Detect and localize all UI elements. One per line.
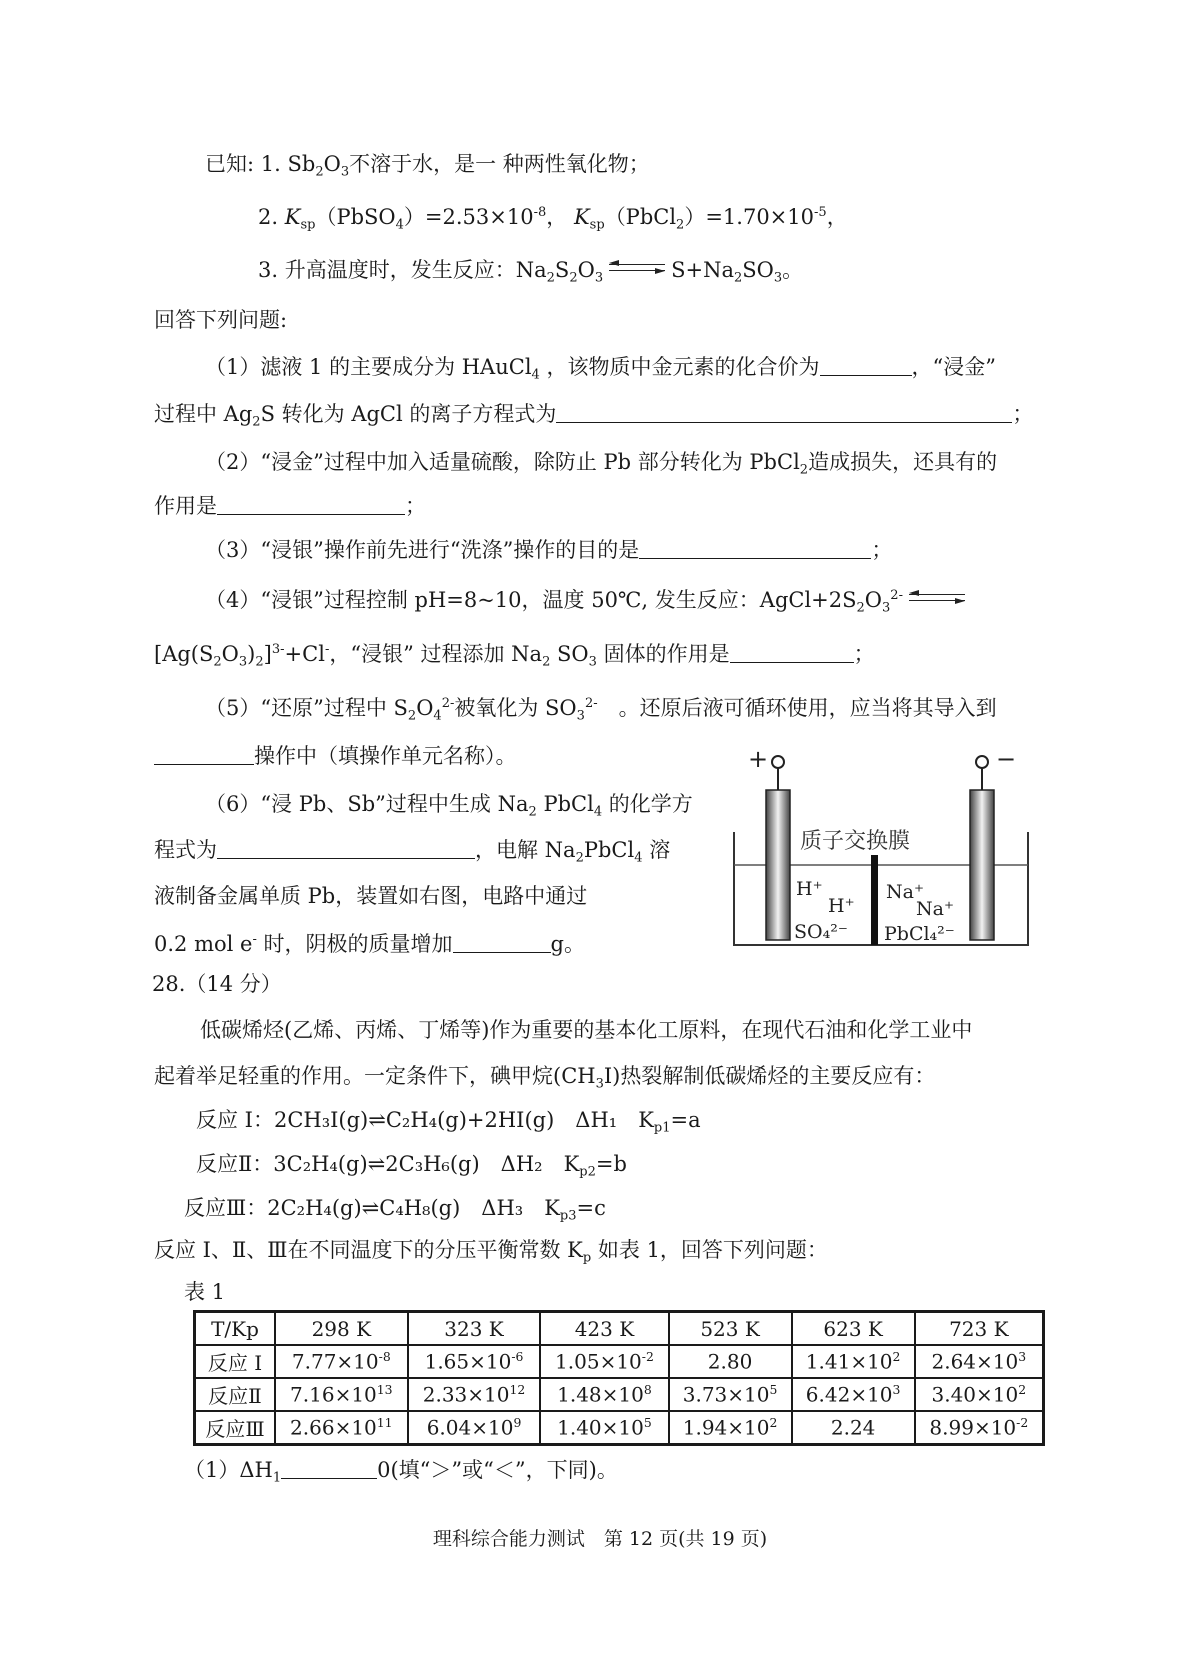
membrane-label: 质子交换膜 [800,829,911,854]
table-cell: $1.48\times 10^8$ [540,1378,668,1411]
page-footer: 理科综合能力测试 第 12 页(共 19 页) [432,1528,768,1550]
table-cell: $1.94\times 10^2$ [669,1411,792,1445]
q1-line1: （1）滤液 1 的主要成分为 HAuCl$_4$ ，该物质中金元素的化合价为 ，“浸金” [205,355,996,383]
reaction-1: 反应 I：2CH₃I(g)⇌C₂H₄(g)+2HI(g) ΔH₁ $K_{p1}=a$ [196,1108,701,1136]
kp-table [193,1310,1045,1446]
table-cell: $7.77\times 10^{-8}$ [275,1345,408,1378]
table-cell: 2.80 [669,1345,792,1378]
q6-line3: 液制备金属单质 Pb，装置如右图，电路中通过 [154,884,588,908]
row-label: 反应 I [195,1345,275,1378]
ion-h-plus-2: H⁺ [828,895,855,917]
known-item-2: 2. $K_{sp}(PbSO_4)=2.53\times 10^{-8}$， $K_{sp}(PbCl_2)=1.70\times 10^{-5}$， [258,205,848,233]
q4-line1: （4）“浸银”过程控制 pH=8~10，温度 50℃, 发生反应：$AgCl+2S_2O_3^{2-}$ [205,588,971,616]
ion-h-plus-1: H⁺ [796,878,823,900]
row-label: 反应Ⅲ [195,1411,275,1445]
electrolysis-cell-diagram [730,750,1050,955]
answer-blank[interactable] [217,857,475,859]
q6-line1: （6）“浸 Pb、Sb”过程中生成 $Na_2$ PbCl$_4$ 的化学方 [205,792,693,820]
q2-line2: 作用是 ； [154,494,426,518]
table-cell: $7.16\times 10^{13}$ [275,1378,408,1411]
known-item-3: 3. 升高温度时，发生反应：$Na_2S_2O_3$ $S+Na_2SO_3$。 [258,258,804,286]
reaction-3: 反应Ⅲ：2C₂H₄(g)⇌C₄H₈(g) ΔH₃ $K_{p3}=c$ [184,1196,606,1224]
anode-electrode [766,790,790,940]
table-cell: $2.66\times 10^{11}$ [275,1411,408,1445]
table-header-cell: T/Kp [195,1312,275,1346]
anode-terminal [772,756,784,768]
row-label: 反应Ⅱ [195,1378,275,1411]
table-header-cell: 623 K [792,1312,915,1346]
ion-pbcl4: PbCl₄²⁻ [884,923,955,945]
q28-paragraph-line2: 起着举足轻重的作用。一定条件下，碘甲烷$(CH_3I)$热裂解制低碳烯烃的主要反应有： [154,1064,936,1092]
q6-line4: 0.2 mol e- 时，阴极的质量增加 g。 [154,932,585,956]
answer-blank[interactable] [281,1477,377,1479]
answer-blank[interactable] [820,374,912,376]
table-cell: $2.64\times 10^3$ [915,1345,1044,1378]
ion-na-plus-1: Na⁺ [886,881,924,903]
cathode-terminal [976,756,988,768]
answer-blank[interactable] [639,557,871,559]
answer-blank[interactable] [556,421,1012,423]
answer-blank[interactable] [154,763,254,765]
table-cell: $1.05\times 10^{-2}$ [540,1345,668,1378]
answer-blank[interactable] [453,951,551,953]
ion-sulfate: SO₄²⁻ [794,921,848,943]
known-item-1: 已知: 1. $Sb_2O_3$不溶于水，是一 种两性氧化物； [205,152,650,180]
equilibrium-arrow-icon [909,592,965,604]
table-cell: $1.40\times 10^5$ [540,1411,668,1445]
table-row [195,1411,1044,1445]
table-caption: 表 1 [184,1280,226,1304]
reaction-2: 反应Ⅱ：3C₂H₄(g)⇌2C₃H₆(g) ΔH₂ $K_{p2}=b$ [196,1152,627,1180]
table-cell: $1.41\times 10^2$ [792,1345,915,1378]
q2-line1: （2）“浸金”过程中加入适量硫酸，除防止 Pb 部分转化为 PbCl$_2$造成损失，还具有的 [205,450,998,478]
equilibrium-arrow-icon [609,262,665,274]
q4-line2: $[Ag(S_2O_3)_2]^{3-}+Cl^-$，“浸银” 过程添加 $Na_2$ $SO_3$ 固体的作用是 ； [154,642,875,670]
table-cell: $6.04\times 10^9$ [408,1411,541,1445]
table-intro: 反应 I、Ⅱ、Ⅲ在不同温度下的分压平衡常数 $K_p$ 如表 1，回答下列问题： [154,1238,828,1266]
q28-title: 28.（14 分） [152,972,282,996]
answer-prompt: 回答下列问题: [154,308,288,332]
cathode-electrode [970,790,994,940]
table-cell: 2.24 [792,1411,915,1445]
q28-sub1: $(1)\Delta H_1$ 0(填“＞”或“＜”，下同)。 [184,1458,618,1486]
table-header-cell: 523 K [669,1312,792,1346]
q6-line2: 程式为 ，电解 $Na_2PbCl_4$ 溶 [154,838,671,866]
table-header-cell: 298 K [275,1312,408,1346]
q3-line: （3）“浸银”操作前先进行“洗涤”操作的目的是 ； [205,538,893,562]
table-header-cell: 423 K [540,1312,668,1346]
table-header-cell: 723 K [915,1312,1044,1346]
q5-line2: 操作中（填操作单元名称）。 [154,744,517,769]
q5-line1: （5）“还原”过程中 $S_2O_4^{2-}$被氧化为 $SO_3^{2-}$ 。还原后液可循环使用，应当将其导入到 [205,696,997,724]
table-row [195,1378,1044,1411]
table-cell: $1.65\times 10^{-6}$ [408,1345,541,1378]
table-header-cell: 323 K [408,1312,541,1346]
ion-na-plus-2: Na⁺ [916,898,954,920]
table-cell: $6.42\times 10^3$ [792,1378,915,1411]
table-cell: $3.40\times 10^2$ [915,1378,1044,1411]
minus-terminal-label: − [996,750,1017,773]
table-cell: $2.33\times 10^{12}$ [408,1378,541,1411]
answer-blank[interactable] [730,661,854,663]
table-cell: $8.99\times 10^{-2}$ [915,1411,1044,1445]
proton-exchange-membrane [871,855,878,945]
plus-terminal-label: + [748,750,769,773]
table-cell: $3.73\times 10^5$ [669,1378,792,1411]
q1-line2: 过程中 $Ag_2S$ 转化为 AgCl 的离子方程式为 ； [154,402,1034,430]
answer-blank[interactable] [217,513,405,515]
table-header-row [195,1312,1044,1346]
table-row [195,1345,1044,1378]
q28-paragraph-line1: 低碳烯烃(乙烯、丙烯、丁烯等)作为重要的基本化工原料，在现代石油和化学工业中 [200,1018,973,1042]
